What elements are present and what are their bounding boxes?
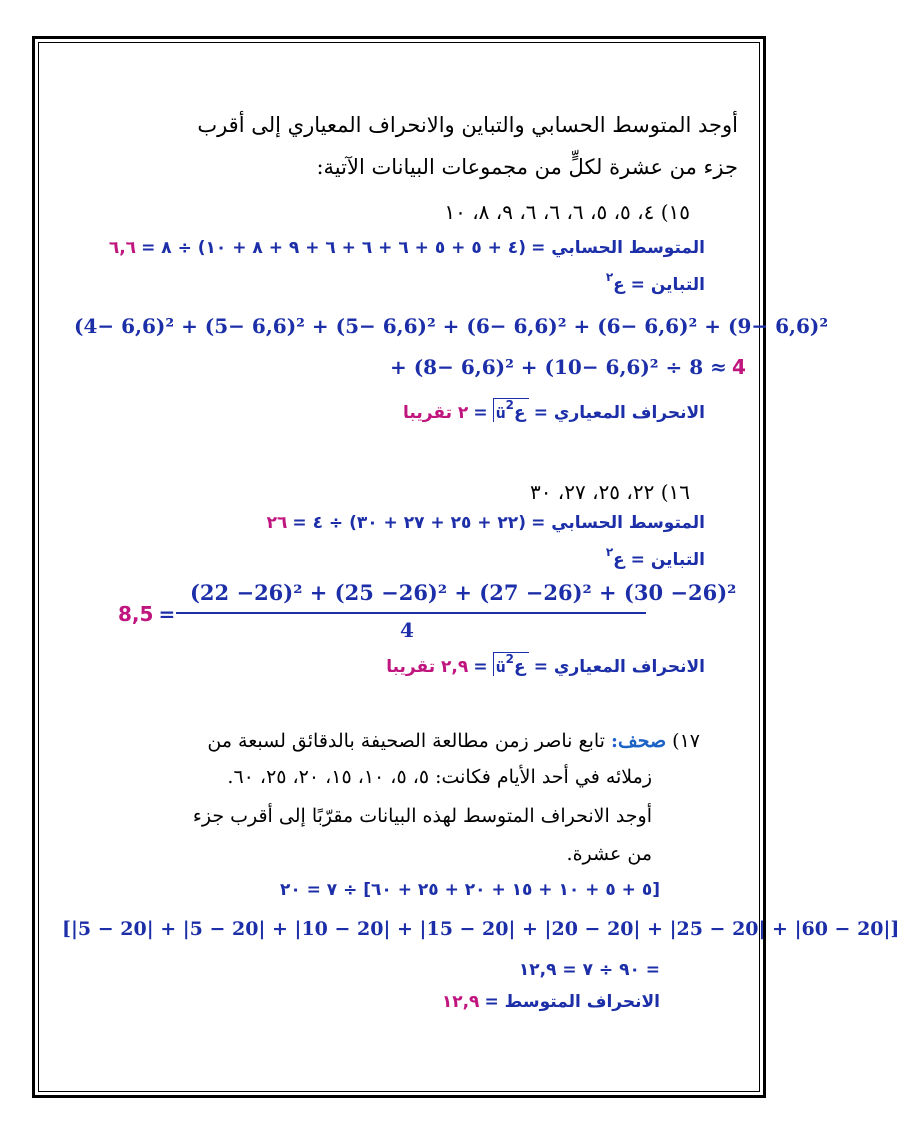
q17-line-1 [207, 730, 700, 752]
q16-variance-line [606, 545, 705, 570]
q15-std-value: ٢ تقريبا [403, 403, 469, 423]
q15-sqrt-symbol [493, 398, 529, 422]
q15-variance-label: التباين = ع [613, 275, 705, 295]
q15-header: ١٥) ٤، ٥، ٥، ٦، ٦، ٦، ٩، ٨، ١٠ [444, 200, 690, 224]
q15-variance-sup: ٢ [605, 270, 614, 284]
q17-line-3: أوجد الانحراف المتوسط لهذه البيانات مقرّبًا إلى أقرب جزء [192, 805, 652, 827]
q17-div-line: = ٩٠ ÷ ٧ = ١٢,٩ [518, 960, 660, 980]
q17-mean-line: [٥ + ٥ + ١٠ + ١٥ + ٢٠ + ٢٥ + ٦٠] ÷ ٧ = ٢٠ [279, 880, 660, 900]
q15-sqrt-sup: 2 [505, 398, 515, 412]
q15-variance-line-2 [390, 355, 746, 379]
q17-mad-value: ١٢,٩ [441, 992, 480, 1012]
intro-line-1: أوجد المتوسط الحسابي والتباين والانحراف المعياري إلى أقرب [197, 113, 738, 137]
q16-result-group [118, 602, 175, 626]
q17-text-1: تابع ناصر زمن مطالعة الصحيفة بالدقائق لسبعة من [207, 730, 605, 752]
q16-sqrt-radicand: ع [514, 657, 526, 677]
intro-line-2: جزء من عشرة لكلٍّ من مجموعات البيانات الآتية: [316, 155, 738, 179]
q15-variance-result: 4 [731, 355, 746, 379]
q15-mean-value: ٦,٦ [108, 238, 137, 258]
q15-std-line [403, 398, 705, 423]
q16-header: ١٦) ٢٢، ٢٥، ٢٧، ٣٠ [529, 480, 690, 504]
q15-std-label: الانحراف المعياري = [533, 403, 705, 423]
q15-std-eq: = [473, 403, 488, 423]
q15-variance-expr-1: (4− 6,6)² + (5− 6,6)² + (5− 6,6)² + (6− 6,6)² + (6− 6,6)² + (9− 6,6)² [74, 314, 829, 338]
q16-mean-line [267, 513, 705, 533]
q16-fraction-bar [176, 612, 646, 614]
q15-variance-line [606, 270, 705, 295]
q17-line-2: زملائه في أحد الأيام فكانت: ٥، ٥، ١٠، ١٥، ٢٠، ٢٥، ٦٠. [227, 766, 652, 788]
q15-sqrt-radicand: ع [514, 403, 526, 423]
q16-sqrt-radical: ü [495, 660, 506, 676]
q17-mad-line [442, 992, 660, 1012]
q16-mean-expr: (٢٢ + ٢٥ + ٢٧ + ٣٠) ÷ ٤ = [292, 513, 526, 533]
q17-tag: صحف: [611, 730, 667, 752]
q16-std-value: ٢,٩ تقريبا [386, 657, 469, 677]
q16-mean-label: المتوسط الحسابي = [531, 513, 705, 533]
q16-numerator: (22 −26)² + (25 −26)² + (27 −26)² + (30 −26)² [190, 580, 737, 605]
q15-mean-expr: (٤ + ٥ + ٥ + ٦ + ٦ + ٦ + ٩ + ٨ + ١٠) ÷ ٨ = [141, 238, 526, 258]
q16-variance-sup: ٢ [605, 545, 614, 559]
q17-number: ١٧) [672, 730, 700, 752]
q15-mean-line [109, 238, 705, 258]
q16-result-eq: = [158, 602, 176, 626]
q15-variance-expr-2: + (8− 6,6)² + (10− 6,6)² ÷ 8 ≈ [390, 355, 727, 379]
q15-mean-label: المتوسط الحسابي = [531, 238, 705, 258]
q16-sqrt-sup: 2 [505, 652, 515, 666]
q17-mad-label: الانحراف المتوسط = [484, 992, 660, 1012]
q17-abs-line: [|5 − 20| + |5 − 20| + |10 − 20| + |15 − 20| + |20 − 20| + |25 − 20| + |60 − 20|] [62, 918, 899, 940]
q17-line-4: من عشرة. [566, 843, 652, 865]
q16-result: 8,5 [118, 602, 154, 626]
q16-std-eq: = [473, 657, 488, 677]
q16-sqrt-symbol [493, 652, 529, 676]
q16-variance-label: التباين = ع [613, 550, 705, 570]
q16-std-label: الانحراف المعياري = [533, 657, 705, 677]
q15-sqrt-radical: ü [495, 406, 506, 422]
q16-denominator: 4 [400, 618, 414, 642]
q16-mean-value: ٢٦ [266, 513, 288, 533]
q16-std-line [386, 652, 705, 677]
